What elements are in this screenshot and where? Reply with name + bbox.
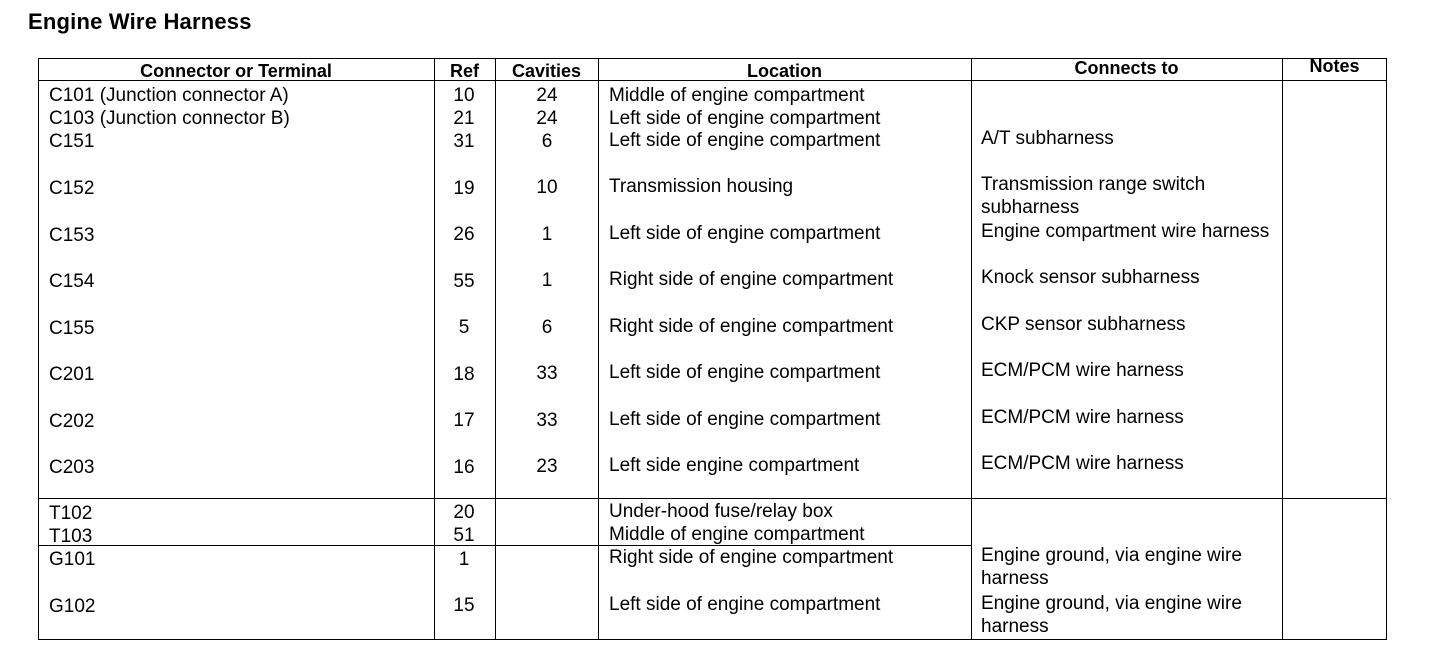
connects-to-cell: ECM/PCM wire harness xyxy=(981,360,1184,381)
ref-cell: 18 xyxy=(453,364,475,385)
cavities-cell: 6 xyxy=(541,317,553,338)
cavities-cell: 33 xyxy=(536,363,558,384)
cavities-cell: 24 xyxy=(536,85,558,106)
connects-to-cell: Transmission range switch subharness xyxy=(981,174,1206,218)
header-connects-to: Connects to xyxy=(1074,58,1179,78)
ref-cell: 21 xyxy=(453,108,475,129)
ref-cell: 19 xyxy=(453,178,475,199)
connector-cell: C103 (Junction connector B) xyxy=(49,108,290,129)
cavities-cell: 6 xyxy=(541,131,553,152)
ref-cell: 17 xyxy=(453,410,475,431)
location-cell: Left side of engine compartment xyxy=(609,130,881,151)
connector-cell: T103 xyxy=(49,526,93,547)
cavities-cell: 23 xyxy=(536,456,558,477)
ref-cell: 26 xyxy=(453,224,475,245)
ref-cell: 20 xyxy=(453,502,475,523)
ref-cell: 10 xyxy=(453,85,475,106)
ref-cell: 5 xyxy=(458,317,470,338)
location-cell: Left side of engine compartment xyxy=(609,362,881,383)
cavities-cell: 1 xyxy=(541,224,553,245)
connector-cell: C101 (Junction connector A) xyxy=(49,85,289,106)
ref-cell: 31 xyxy=(453,131,475,152)
ref-cell: 55 xyxy=(453,271,475,292)
location-cell: Left side of engine compartment xyxy=(609,108,881,129)
header-location: Location xyxy=(747,61,822,81)
header-ref: Ref xyxy=(449,61,479,81)
connector-cell: C202 xyxy=(49,411,95,432)
connector-cell: C201 xyxy=(49,364,95,385)
location-cell: Right side of engine compartment xyxy=(609,269,894,290)
connector-cell: C152 xyxy=(49,178,95,199)
ref-cell: 51 xyxy=(453,525,475,546)
cavities-cell: 24 xyxy=(536,108,558,129)
location-cell: Left side of engine compartment xyxy=(609,223,881,244)
connector-cell: C151 xyxy=(49,131,95,152)
location-cell: Right side of engine compartment xyxy=(609,547,894,568)
ref-cell: 15 xyxy=(453,595,475,616)
location-cell: Left side of engine compartment xyxy=(609,594,881,615)
connects-to-cell: Engine ground, via engine wire harness xyxy=(981,545,1242,589)
section-divider xyxy=(38,498,1387,499)
cavities-cell: 33 xyxy=(536,410,558,431)
header-notes: Notes xyxy=(1309,56,1360,76)
location-cell: Under-hood fuse/relay box xyxy=(609,501,833,522)
ref-cell: 16 xyxy=(453,457,475,478)
connector-cell: C155 xyxy=(49,318,95,339)
connector-cell: G102 xyxy=(49,596,96,617)
location-cell: Middle of engine compartment xyxy=(609,524,865,545)
connects-to-cell: Engine ground, via engine wire harness xyxy=(981,593,1242,637)
location-cell: Left side engine compartment xyxy=(609,455,860,476)
connects-to-cell: CKP sensor subharness xyxy=(981,314,1186,335)
cavities-cell: 10 xyxy=(536,177,558,198)
location-cell: Right side of engine compartment xyxy=(609,316,894,337)
location-cell: Left side of engine compartment xyxy=(609,409,881,430)
page-title: Engine Wire Harness xyxy=(28,9,252,34)
connector-cell: G101 xyxy=(49,549,96,570)
connector-cell: C203 xyxy=(49,457,95,478)
connects-to-cell: ECM/PCM wire harness xyxy=(981,453,1184,474)
connects-to-cell: ECM/PCM wire harness xyxy=(981,407,1184,428)
cavities-cell: 1 xyxy=(541,270,553,291)
connector-cell: C153 xyxy=(49,225,95,246)
header-connector: Connector or Terminal xyxy=(140,61,332,81)
connects-to-cell: Knock sensor subharness xyxy=(981,267,1200,288)
column-divider xyxy=(598,58,599,640)
connector-cell: C154 xyxy=(49,271,95,292)
column-divider xyxy=(971,58,972,640)
ref-cell: 1 xyxy=(458,549,470,570)
column-divider xyxy=(1282,58,1283,640)
header-cavities: Cavities xyxy=(511,61,582,81)
connects-to-cell: A/T subharness xyxy=(981,128,1114,149)
location-cell: Middle of engine compartment xyxy=(609,85,865,106)
location-cell: Transmission housing xyxy=(609,176,794,197)
connects-to-cell: Engine compartment wire harness xyxy=(981,221,1270,242)
connector-cell: T102 xyxy=(49,503,93,524)
